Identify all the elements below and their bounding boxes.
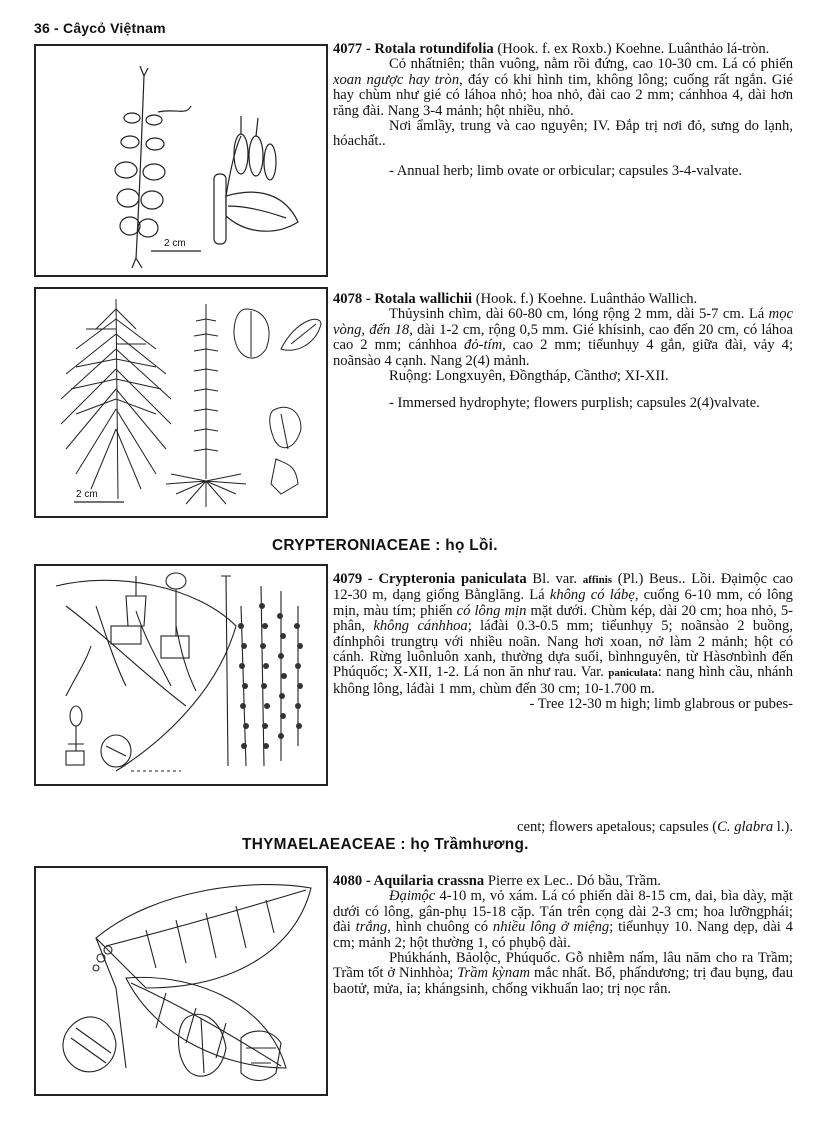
- entry-english: - Immersed hydrophyte; flowers purplish; capsules 2(4)valvate.: [389, 395, 760, 412]
- figure-crypteronia-paniculata: [34, 564, 328, 786]
- species-name: Crypteronia paniculata: [378, 571, 527, 587]
- species-name: Aquilaria crassna: [373, 873, 485, 889]
- entry-description: Đạimộc 4-10 m, vỏ xám. Lá có phiến dài 8-15 cm, dai, bìa dày, mặt dưới có lông, gân-phụ 15-18 cặp. Tán trên cọng dài 2-3 cm; hoa lưỡngphái; đài trắng, hình chuông có nhiều lông ở miệng; tiểunhụy 10. Nang dẹp, dài 4 cm; mảnh 2; hột thường 1, có phụbộ dài.: [333, 888, 793, 951]
- entry-4078: [333, 292, 793, 412]
- species-name: Rotala rotundifolia: [374, 41, 494, 57]
- entry-title: 4077 - Rotala rotundifolia (Hook. f. ex Roxb.) Koehne. Luânthảo lá-tròn.: [333, 41, 770, 57]
- entry-4079: [333, 572, 793, 713]
- entry-title: 4080 - Aquilaria crassna Pierre ex Lec.. Dó bầu, Trầm.: [333, 873, 661, 889]
- entry-habitat: Phúkhánh, Bảolộc, Phúquốc. Gỗ nhiễm nấm, lâu năm cho ra Trầm; Trầm tốt ở Ninhhòa; Trầm kỳnam mắc nhất. Bổ, phấndương; trị đau bụng, đau baotử, mửa, ỉa; khángsinh, chống vikhuẩn lao; trị nọc rắn.: [333, 950, 794, 997]
- entry-habitat: Nơi ẩmlầy, trung và cao nguyên; IV. Đắp trị nơi đỏ, sưng do lạnh, hóachất..: [333, 118, 793, 150]
- figure-rotala-rotundifolia: [34, 44, 328, 277]
- entry-4079-english-cont: cent; flowers apetalous; capsules (C. glabra l.).: [516, 819, 793, 835]
- entry-description: Cỏ nhấtniên; thân vuông, nằm rồi đứng, cao 10-30 cm. Lá có phiến xoan ngược hay tròn, đáy có khi hình tim, không lông; cuống rất ngắn. Gié hay chùm như gié có láhoa nhỏ; hoa nhỏ, đài cao 2 mm; cánhhoa 4, dài hơn răng đài. Nang 3-4 mảnh; hột nhiều, nhỏ.: [333, 56, 793, 119]
- illustration-crypteronia: [36, 566, 326, 784]
- entry-habitat: Ruộng: Longxuyên, Đồngtháp, Cầnthơ; XI-XII.: [389, 368, 669, 385]
- entry-english: - Tree 12-30 m high; limb glabrous or pubes-: [529, 696, 793, 713]
- entry-description: 4079 - Crypteronia paniculata Bl. var. affinis (Pl.) Beus.. Lồi. Đạimộc cao 12-30 m, dạng giống Bằnglăng. Lá không có lábẹ, cuống 6-10 mm, có lông mịn, màu tím; phiến có lông mịn mặt dưới. Chùm kép, dài 20 cm; hoa nhỏ, 5-phân, không cánhhoa; láđài 0.3-0.5 mm; tiểunhụy 5; noãnsào 2 buồng, đínhphôi trungtrụ với nhiều noãn. Nang hơi xoan, nở làm 2 mảnh; hột có cánh. Rừng luônluôn xanh, thường dựa suối, bìnhnguyên, từ Hàsơnbình đến Phúquốc; X-XII, 1-2. Lá non ăn như rau. Var. paniculata: nang hình cầu, nhánh không lông, láđài 1 mm, chùm đến 30 cm; 10-1.700 m.: [333, 571, 793, 697]
- species-name: Rotala wallichii: [374, 291, 473, 307]
- entry-4080: [333, 874, 793, 997]
- entry-title: 4078 - Rotala wallichii (Hook. f.) Koehne. Luânthảo Wallich.: [333, 291, 698, 307]
- entry-4077: [333, 42, 793, 179]
- family-heading-crypteroniaceae: CRYPTERONIACEAE : họ Lồi.: [272, 537, 498, 554]
- family-heading-thymaelaeaceae: THYMAELAEACEAE : họ Trầmhương.: [242, 836, 529, 853]
- entry-english: - Annual herb; limb ovate or orbicular; capsules 3-4-valvate.: [389, 162, 742, 179]
- page-header: 36 - Câycỏ Việtnam: [34, 20, 166, 36]
- figure-rotala-wallichii: [34, 287, 328, 518]
- figure-aquilaria-crassna: [34, 866, 328, 1096]
- scale-bar-label: 2 cm: [76, 489, 98, 500]
- entry-description: Thủysinh chìm, dài 60-80 cm, lóng rộng 2 mm, dài 5-7 cm. Lá mọc vòng, đến 18, dài 1-2 cm, rộng 0,5 mm. Gié khísinh, cao đến 20 cm, có láhoa cao 2 mm; cánhhoa đỏ-tím, cao 2 mm; tiểunhụy 4 gắn, giữa đài, vảy 4; noãnsào 4 cạnh. Nang 2(4) mảnh.: [333, 306, 793, 369]
- illustration-wallichii: [36, 289, 326, 516]
- scale-bar-label: 2 cm: [164, 238, 186, 249]
- illustration-aquilaria: [36, 868, 326, 1094]
